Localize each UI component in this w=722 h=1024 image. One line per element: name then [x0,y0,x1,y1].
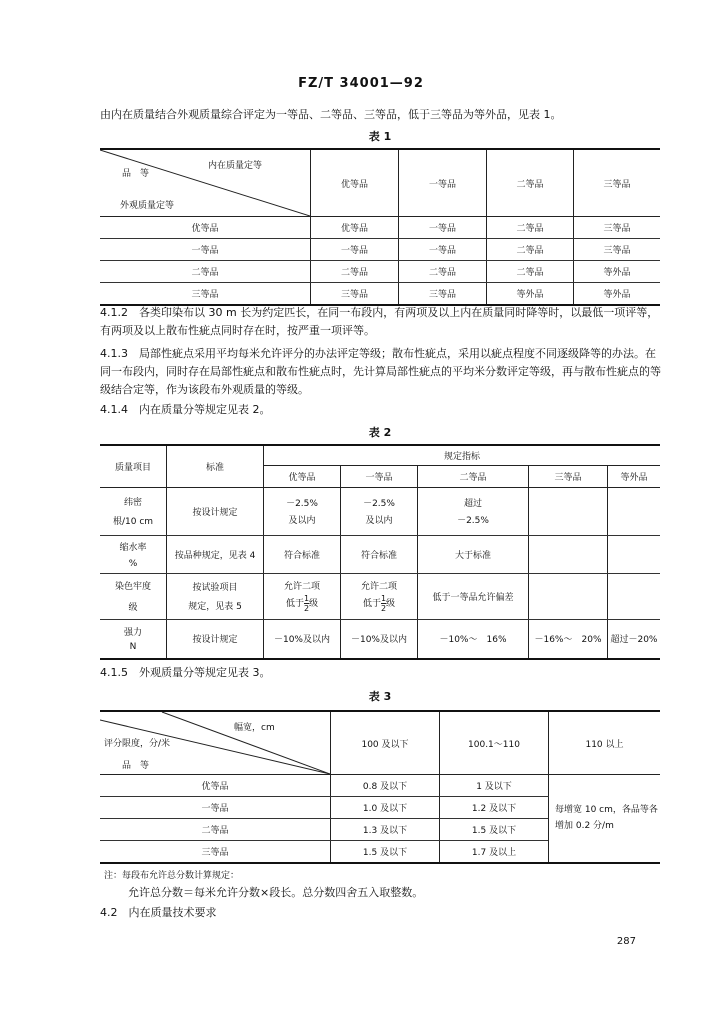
table-cell [264,573,341,619]
table3-diag-top: 幅宽，cm [234,723,275,733]
table-cell: 超过－20% [608,619,661,659]
table3-row-label: 一等品 [100,797,331,819]
item-line: % [128,558,138,569]
table-cell: 0.8 及以下 [331,775,440,797]
table2-item [100,535,167,573]
table3-col-header: 100 及以下 [331,711,440,775]
table-cell: 符合标准 [341,535,418,573]
table-row [100,261,660,283]
table2 [100,444,660,660]
clause-4-1-4: 4.1.4 内在质量分等规定见表 2。 [100,403,271,416]
table-cell: 二等品 [486,239,573,261]
section-4-2-heading: 4.2 内在质量技术要求 [100,906,217,919]
table1-diag-top: 内在质量定等 [208,161,263,171]
table3 [100,710,660,864]
table1-diag-mid: 品 等 [122,169,150,179]
item-line: 级 [128,603,138,613]
table2-std [167,573,264,619]
table1-col-header: 一等品 [398,149,486,217]
table-row [100,775,660,797]
cell-line: －2.5% [286,499,318,509]
table1-col-header: 三等品 [573,149,660,217]
table-cell: 二等品 [486,217,573,239]
table-cell [529,535,608,573]
clause-4-1-2: 4.1.2 各类印染布以 30 m 长为约定匹长，在同一布段内，有两项及以上内在质量同时降等时，以最低一项评等，有两项及以上散布性疵点同时存在时，按严重一项评等。 [100,306,659,337]
item-line: 强力 [123,628,142,639]
table-cell: 二等品 [311,261,399,283]
cell-line: 允许二项 [283,582,320,592]
table1-col-header: 优等品 [311,149,399,217]
table-cell: 一等品 [398,217,486,239]
table-cell: 一等品 [311,239,399,261]
table-cell: 1.5 及以下 [331,841,440,863]
table-cell: 1 及以下 [440,775,549,797]
level-label: 级 [309,599,319,609]
table3-row-label: 三等品 [100,841,331,863]
table2-item [100,487,167,535]
table2-item [100,573,167,619]
table-cell: 等外品 [573,261,660,283]
table2-item [100,619,167,659]
table-cell: 低于一等品允许偏差 [418,573,529,619]
table-cell: 三等品 [311,283,399,305]
table1-col-header: 二等品 [486,149,573,217]
table-cell [341,487,418,535]
table1-diag-cell [100,149,311,217]
table1-row-label: 一等品 [100,239,311,261]
table-row [100,535,660,573]
table2-grade: 一等品 [341,465,418,487]
table-cell: 优等品 [311,217,399,239]
cell-line: 允许二项 [360,582,397,592]
cell-line: 超过 [463,499,482,509]
table-cell: 符合标准 [264,535,341,573]
cell-line: －2.5% [363,499,395,509]
table1-diag-bottom: 外观质量定等 [120,201,175,211]
table-cell [608,487,661,535]
table3-col-header: 110 以上 [549,711,661,775]
table-cell: －10%～ 16% [418,619,529,659]
cell-line: 及以内 [365,516,393,526]
table3-caption: 表 3 [368,690,392,703]
level-label: 级 [386,599,396,609]
table3-col-header: 100.1～110 [440,711,549,775]
table-cell: 二等品 [398,261,486,283]
std-line: 按试验项目 [192,583,238,593]
table-cell [608,535,661,573]
cell-line [341,594,417,613]
note-line: 注：每段布允许总分数计算规定： [104,871,240,881]
table-cell: －10%及以内 [264,619,341,659]
table3-diag-cell [100,711,331,775]
table-row [100,217,660,239]
table2-grade: 优等品 [264,465,341,487]
fraction-numerator: 1 [303,594,310,603]
table1-caption: 表 1 [368,130,392,143]
item-line: N [129,642,137,653]
table-cell: 等外品 [486,283,573,305]
item-line: 染色牢度 [114,582,151,592]
table-cell: －16%～ 20% [529,619,608,659]
table-cell [529,573,608,619]
table2-std: 按品种规定，见表 4 [167,535,264,573]
table2-h-item: 质量项目 [100,445,167,487]
table3-diag-mid: 评分限度，分/米 [104,739,171,749]
std-line: 规定，见表 5 [188,602,242,612]
clause-4-1-3: 4.1.3 局部性疵点采用平均每米允许评分的办法评定等级；散布性疵点，采用以疵点程度不同逐级降等的办法。在同一布段内，同时存在局部性疵点和散布性疵点时，先计算局部性疵点的平均米分数评定等级，再与散布性疵点的等级结合定等，作为该段布外观质量的等级。 [100,347,661,396]
table2-grade: 二等品 [418,465,529,487]
table-cell: 1.0 及以下 [331,797,440,819]
table-row [100,239,660,261]
table3-diag-bottom: 品 等 [122,761,150,771]
cell-line: 及以内 [288,516,316,526]
table3-note-cell: 每增宽 10 cm，各品等各增加 0.2 分/m [549,775,661,863]
page-number: 287 [616,936,636,947]
table-cell: 三等品 [573,239,660,261]
table-cell [418,487,529,535]
table1-row-label: 优等品 [100,217,311,239]
table-cell: 三等品 [398,283,486,305]
table-cell: 1.2 及以下 [440,797,549,819]
table1-row-label: 三等品 [100,283,311,305]
table-row [100,573,660,619]
fraction-denominator: 2 [303,604,310,613]
table-cell: 二等品 [486,261,573,283]
table-cell: 1.7 及以上 [440,841,549,863]
table-cell: 等外品 [573,283,660,305]
table3-row-label: 二等品 [100,819,331,841]
table-cell: 一等品 [398,239,486,261]
table2-h-std: 标准 [167,445,264,487]
table3-row-label: 优等品 [100,775,331,797]
intro-paragraph: 由内在质量结合外观质量综合评定为一等品、二等品、三等品，低于三等品为等外品，见表 1。 [100,108,562,121]
table2-grade: 等外品 [608,465,661,487]
standard-header: FZ/T 34001—92 [298,76,424,91]
table-cell [264,487,341,535]
table-cell: 1.5 及以下 [440,819,549,841]
fraction-numerator: 1 [380,594,387,603]
clause-4-1-5: 4.1.5 外观质量分等规定见表 3。 [100,666,271,679]
table-cell [341,573,418,619]
fraction-denominator: 2 [380,604,387,613]
table-row [100,619,660,659]
table2-std: 按设计规定 [167,619,264,659]
table2-caption: 表 2 [368,426,392,439]
formula-line: 允许总分数＝每米允许分数×段长。总分数四舍五入取整数。 [128,886,424,899]
table1-row-label: 二等品 [100,261,311,283]
cell-line: －2.5% [457,516,489,526]
table-cell: 大于标准 [418,535,529,573]
table-row [100,283,660,305]
table2-grade: 三等品 [529,465,608,487]
table-cell [608,573,661,619]
table-row [100,487,660,535]
item-line: 缩水率 [119,542,147,553]
table-cell: 三等品 [573,217,660,239]
table1 [100,148,660,306]
lower-than-label: 低于 [285,599,304,609]
table-cell [529,487,608,535]
table2-std: 按设计规定 [167,487,264,535]
cell-line [264,594,340,613]
item-line: 根/10 cm [112,517,154,527]
table-cell: 1.3 及以下 [331,819,440,841]
table-cell: －10%及以内 [341,619,418,659]
table2-h-spec: 规定指标 [264,445,661,465]
lower-than-label: 低于 [362,599,381,609]
item-line: 纬密 [123,498,142,508]
